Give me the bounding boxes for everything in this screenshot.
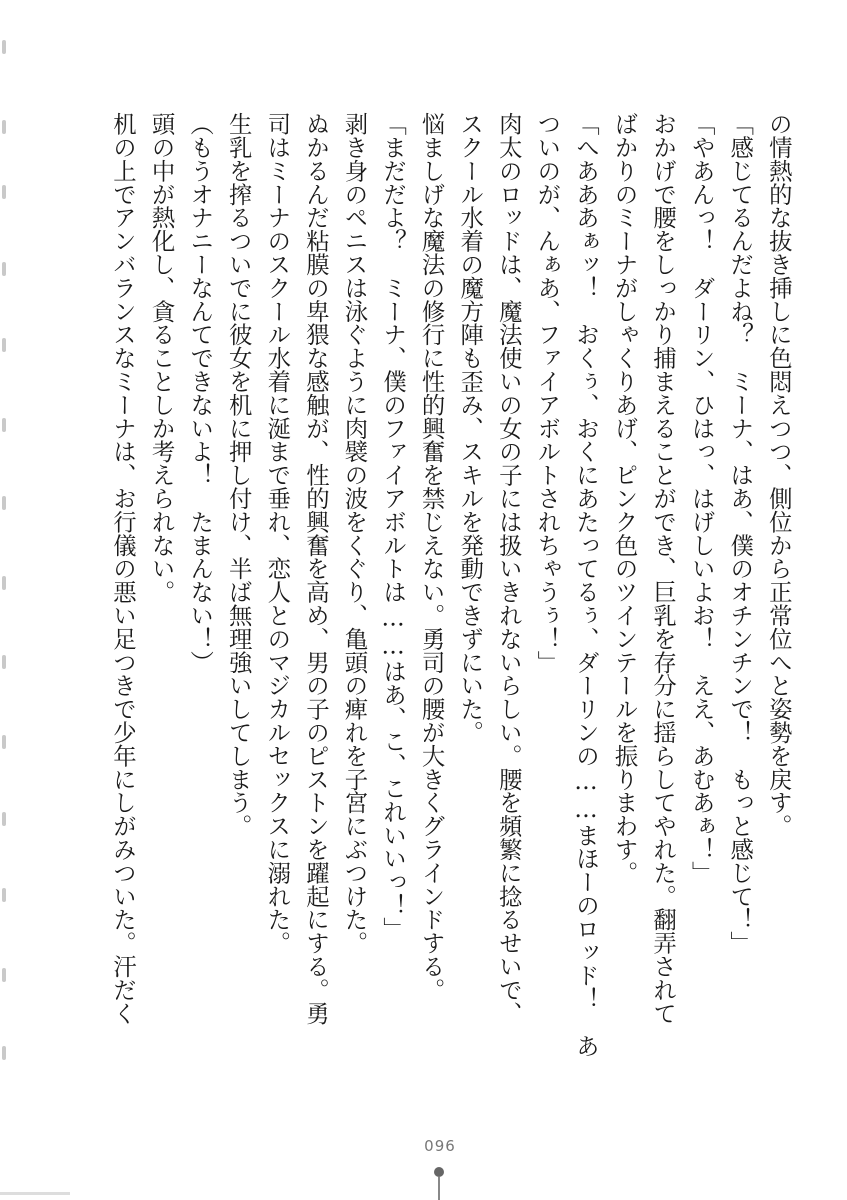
text-line-1: 頭の中が熱化し、貪ることしか考えられない。 <box>147 112 176 604</box>
text-line-7: 「まだだよ？ ミーナ、僕のファイアボルトは……はあ、こ、これいいっ！」 <box>379 112 408 941</box>
text-line-10: 肉太のロッドは、魔法使いの女の子には扱いきれないらしい。腰を頻繁に捻るせいで、 <box>494 112 523 1025</box>
text-line-3: 生乳を搾るついでに彼女を机に押し付け、半ば無理強いしてしまう。 <box>224 112 253 838</box>
scan-edge-marks <box>0 0 14 1200</box>
text-line-2: （もうオナニーなんてできないよ！ たまんない！） <box>186 112 215 674</box>
text-line-4: 司はミーナのスクール水着に涎まで垂れ、恋人とのマジカルセックスに溺れた。 <box>263 112 292 955</box>
text-line-15: 「やあんっ！ ダーリン、ひはっ、はげしいよお！ ええ、あむあぁ！」 <box>687 112 716 885</box>
text-line-5: ぬかるんだ粘膜の卑猥な感触が、性的興奮を高め、男の子のピストンを躍起にする。勇 <box>301 112 330 1025</box>
page-marker-dot <box>434 1167 444 1177</box>
bottom-edge-rule <box>0 1192 70 1195</box>
text-line-12: 「へあああぁッ！ おくぅ、おくにあたってるぅ、ダーリンの……まほーのロッド！ あ <box>571 112 600 1058</box>
page-marker-stem <box>438 1177 440 1200</box>
text-line-11: ついのが、んぁあ、ファイアボルトされちゃうぅ！」 <box>533 112 562 674</box>
text-line-17: の情熱的な抜き挿しに色悶えつつ、側位から正常位へと姿勢を戻す。 <box>764 112 793 838</box>
page-number: 096 <box>424 1137 456 1155</box>
text-line-13: ばかりのミーナがしゃくりあげ、ピンク色のツインテールを振りまわす。 <box>610 112 639 885</box>
text-line-16: 「感じてるんだよね？ ミーナ、はあ、僕のオチンチンで！ もっと感じて！」 <box>726 112 755 955</box>
text-line-6: 剥き身のペニスは泳ぐように肉襞の波をくぐり、亀頭の痺れを子宮にぶつけた。 <box>340 112 369 955</box>
text-line-8: 悩ましげな魔法の修行に性的興奮を禁じえない。勇司の腰が大きくグラインドする。 <box>417 112 446 1002</box>
text-line-14: おかげで腰をしっかり捕まえることができ、巨乳を存分に揺らしてやれた。翻弄されて <box>649 112 678 1025</box>
text-line-9: スクール水着の魔方陣も歪み、スキルを発動できずにいた。 <box>456 112 485 744</box>
text-line-0: 机の上でアンバランスなミーナは、お行儀の悪い足つきで少年にしがみついた。汗だく <box>109 112 137 1025</box>
vertical-text-body <box>108 112 793 1112</box>
